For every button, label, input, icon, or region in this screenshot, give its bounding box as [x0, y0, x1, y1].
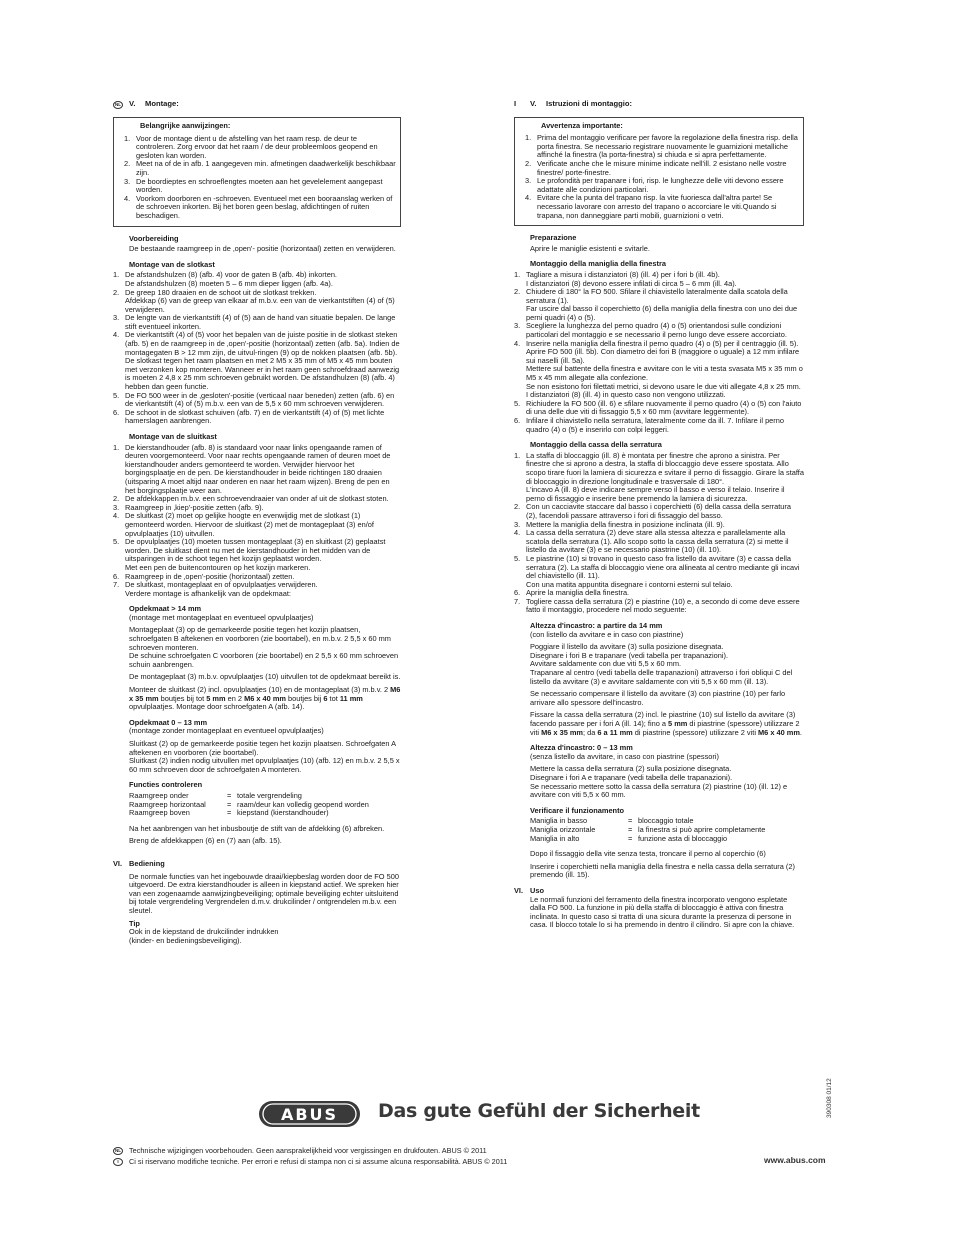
sluitkast-title: Montage van de sluitkast — [129, 432, 217, 441]
opdekmaat-14-subtitle: (montage met montageplaat en eventueel opvulplaatjes) — [129, 612, 314, 622]
lock-case-list — [514, 452, 804, 615]
prep-title: Voorbereiding — [129, 233, 179, 243]
tip-text: Ook in de kiepstand de drukcilinder indrukken (kinder- en bedieningsbeveiliging). — [129, 927, 279, 945]
list-item: 5. De FO 500 weer in de ‚gesloten'-positie (verticaal naar beneden) zetten (afb. 6) en de vierkantstift (4) of (5) m.b.v. een van de 5,5 x 60 mm schroeven verwijderen. — [113, 390, 395, 409]
opdekmaat-0-subtitle: (montage zonder montageplaat en eventueel opvulplaatjes) — [129, 726, 324, 736]
list-item: 3. Mettere la maniglia della finestra in posizione inclinata (ill. 9). — [514, 519, 725, 529]
height-0-paragraph: Mettere la cassa della serratura (2) sulla posizione disegnata. Disegnare i fori A e trapanare (vedi tabella delle trapanazioni). Se necessario mettere sotto la cassa della serratura (2) piastrine (10) (ill. 12) e avvitare con viti 5,5 x 60 mm. — [530, 764, 788, 800]
prep-title: Preparazione — [530, 233, 577, 243]
list-item: 4. Evitare che la punta del trapano risp. la vite fuoriesca dall'altra parte! Se necessario lavorare con arresto del trapano o accorciare le viti.Quando si trapana, non danneggiare parti mobili, guarnizioni o vetri. — [525, 193, 777, 220]
footer-note-text: Technische wijzigingen voorbehouden. Geen aansprakelijkheid voor vergissingen en drukfouten. ABUS © 2011 — [129, 1146, 487, 1155]
footer-note-nl — [113, 1146, 487, 1155]
list-item: 4. La cassa della serratura (2) deve stare alla stessa altezza e parallelamente alla scatola della serratura (1). Allo scopo sotto la cassa della serratura (2) si mette il listello da avvitare (3) e se necessario piastrine (10) (ill. 10). — [514, 528, 789, 555]
list-item: 3. De boordieptes en schroeflengtes moeten aan het gevelelement aangepast worden. — [124, 176, 383, 195]
prep-text: Aprire le maniglie esistenti e svitarle. — [530, 243, 650, 253]
list-item: 6. De schoot in de slotkast schuiven (afb. 7) en de vierkantstift (4) of (5) met lichte hamerslagen aanbrengen. — [113, 407, 385, 426]
list-item: 7. De sluitkast, montageplaat en of opvulplaatjes verwijderen. Verdere montage is afhankelijk van de opdekmaat: — [113, 580, 318, 598]
list-item: 1. Voor de montage dient u de afstelling van het raam resp. de deur te controleren. Zorg ervoor dat het raam / de deur probleemloos geopend en gesloten kan worden. — [124, 133, 378, 160]
montage-title: Montage: — [145, 99, 179, 109]
opdekmaat-14-paragraph: Montageplaat (3) op de gemarkeerde positie tegen het kozijn plaatsen, schroefgaten B aftekenen en voorboren (zie boortabel), en m.b.v. 2 5,5 x 60 mm schroeven monteren. De schuine schroefgaten C voorboren (zie boortabel) en 2 5,5 x 60 mm schroeven schuin aanbrengen. — [129, 625, 399, 669]
table-row: Maniglia orizzontale = la finestra si può aprire completamente — [530, 824, 766, 834]
functions-paragraph: Dopo il fissaggio della vite senza testa, troncare il perno al coperchio (6) — [530, 849, 766, 859]
it-language-mark: I — [514, 99, 517, 108]
tip-title: Tip — [129, 918, 140, 928]
notice-title: Avvertenza importante: — [541, 120, 623, 130]
sluitkast-list — [113, 444, 401, 599]
height-0-title: Altezza d'incastro: 0 – 13 mm — [530, 743, 633, 753]
prep-text: De bestaande raamgreep in de ‚open'- positie (horizontaal) zetten en verwijderen. — [129, 244, 396, 254]
opdekmaat-0-title: Opdekmaat 0 – 13 mm — [129, 717, 208, 727]
list-item: 2. Con un cacciavite staccare dal basso i coperchietti (6) della cassa della serratura (2), facendoli passare attraverso i fori di fissaggio del basso. — [514, 502, 791, 520]
list-item: 1. Tagliare a misura i distanziatori (8) (ill. 4) per i fori b (ill. 4b). I distanziatori (8) devono essere infilati di circa 5 – 6 mm (ill. 4a). — [514, 269, 737, 288]
list-item: 1. De kierstandhouder (afb. 8) is standaard voor naar links opengaande ramen of deuren voorgemonteerd. Voor naar rechts opengaande ramen of deuren moet de kierstandhouder anders gemonteerd te worden. Verwijder hiervoor het borgingsplaatje en de pen. De kierstandhouder in beide richtingen 180 draaien (uitsparing A moet altijd naar onderen en naar het raam wijzen). Breng de pen en het borgingsplaatje weer aan. — [113, 442, 391, 495]
list-item: 4. De vierkantstift (4) of (5) voor het bepalen van de juiste positie in de slotkast steken (afb. 5) en de raamgreep in de ‚open'-positie (horizontaal) zetten (afb. 5a). Indien de montagegaten B > 12 mm zijn, de uitvul-ringen (9) op de nokken plaatsen (afb. 5b). De slotkast tegen het raam plaatsen en met 2 M5 x 35 mm of M5 x 45 mm bouten met verzonken kop monteren. Wanneer er in het raam geen schroefdraad aanwezig is moeten 2 4,8 x 25 mm schroeven gebruikt worden. De afstandhulzen (8) (afb. 4) hebben dan geen functie. — [113, 330, 400, 392]
list-item: 5. De opvulplaatjes (10) moeten tussen montageplaat (3) en sluitkast (2) geplaatst worden. De sluitkast dient nu met de kierstandhouder in het midden van de uitsparingen in de schoot tegen het kozijn geplaatst worden. Met een pen de buitencontouren op het kozijn markeren. — [113, 537, 386, 572]
list-item: 3. Scegliere la lunghezza del perno quadro (4) o (5) orientandosi sulle condizioni particolari del montaggio e se necessario il perno lungo deve essere accorciato. — [514, 321, 787, 340]
opdekmaat-14-paragraph: Monteer de sluitkast (2) incl. opvulplaatjes (10) en de montageplaat (3) m.b.v. 2 M6 x 35 mm boutjes bij tot 5 mm en 2 M6 x 40 mm boutjes bij 6 tot 11 mm opvulplaatjes. Montage door schroefgaten A (afb. 14). — [129, 685, 401, 712]
height-14-paragraph: Fissare la cassa della serratura (2) incl. le piastrine (10) sul listello da avvitare (3) facendo passare per i fori A (ill. 14); fino a 5 mm di piastrine (spessore) utilizzare 2 viti M6 x 35 mm; da 6 a 11 mm di piastrine (spessore) utilizzare 2 viti M6 x 40 mm. — [530, 710, 802, 737]
nl-language-badge: NL — [115, 1147, 121, 1153]
list-item: 7. Togliere cassa della serratura (2) e piastrine (10) e, a secondo di come deve essere fatto il montaggio, procedere nel modo seguente: — [514, 596, 800, 615]
uso-section: VI. Uso Le normali funzioni del ferramento della finestra incorporato vengono espletate dalla FO 500. La funzione in più della staffa di bloccaggio è attiva con finestra inclinata. In questo caso si tratta di una sicura durante la presenza di persone in casa. Il blocco totale lo si ha premendo in dentro il cilindro. Si apre con la chiave. — [514, 887, 804, 930]
notice-list — [525, 134, 799, 220]
slotkast-title: Montage van de slotkast — [129, 259, 215, 269]
table-row: Raamgreep onder = totale vergrendeling — [129, 790, 302, 800]
handle-list — [514, 271, 804, 434]
lock-case-title: Montaggio della cassa della serratura — [530, 440, 662, 450]
dutch-column — [113, 100, 401, 945]
list-item: 5. Richiudere la FO 500 (ill. 6) e sfilare nuovamente il perno quadro (4) o (5) con l'aiuto di una delle due viti di fissaggio 5,5 x 60 mm (avvitare leggermente). — [514, 398, 802, 417]
list-item: 5. Le piastrine (10) si trovano in questo caso fra listello da avvitare (3) e cassa della serratura (2). La staffa di bloccaggio viene ora allineata al centro mediante gli incavi del chiavistello (ill. 11). Con una matita appuntita disegnare i contorni esterni sul telaio. — [514, 553, 800, 589]
montage-heading: I V. Istruzioni di montaggio: — [514, 99, 633, 108]
list-item: 4. De sluitkast (2) moet op gelijke hoogte en evenwijdig met de slotkast (1) gemonteerd worden. Hiervoor de sluitkast (2) met de montageplaat (3) en/of opvulplaatjes (10) uitvullen. — [113, 511, 374, 538]
important-notice-box — [514, 117, 804, 227]
list-item: 1. De afstandshulzen (8) (afb. 4) voor de gaten B (afb. 4b) inkorten. De afstandshulzen (8) moeten 5 – 6 mm dieper liggen (afb. 4a). — [113, 270, 337, 288]
footer-note-text: Ci si riservano modifiche tecniche. Per errori e refusi di stampa non ci si assume alcuna responsabilità. ABUS © 2011 — [129, 1157, 508, 1166]
list-item: 3. Le profondità per trapanare i fori, risp. le lunghezze delle viti devono essere adattate alle condizioni particolari. — [525, 176, 784, 194]
table-row: Maniglia in basso = bloccaggio totale — [530, 816, 694, 826]
height-14-paragraph: Se necessario compensare il listello da avvitare (3) con piastrine (10) per farlo arrivare allo spessore dell'incastro. — [530, 689, 786, 707]
list-item: 1. Prima del montaggio verificare per favore la regolazione della finestra risp. della porta finestra. Se necessario registrare nuovamente le guarnizioni metalliche affinché la finestra (la porta-finestra) si chiuda e si apra perfettamente. — [525, 133, 798, 160]
list-item: 4. Voorkom doorboren en -schroeven. Eventueel met een booraanslag werken of de schroeven inkorten. Bij het boren geen beslag, afdichtingen of ruiten beschadigen. — [124, 193, 393, 220]
slogan: Das gute Gefühl der Sicherheit — [378, 1100, 700, 1122]
bediening-title: Bediening — [129, 858, 165, 868]
uso-title: Uso — [530, 885, 544, 895]
list-item: 3. Raamgreep in ‚kiep'-positie zetten (afb. 9). — [113, 502, 264, 512]
abus-logo — [258, 1100, 361, 1128]
footer-note-it — [113, 1157, 507, 1166]
table-row: Raamgreep horizontaal = raam/deur kan volledig geopend worden — [129, 799, 369, 809]
bediening-text: De normale functies van het ingebouwde draai/kiepbeslag worden door de FO 500 uitgevoerd. De extra kierstandhouder is alleen in kiepstand actief. We spreken hier van een zogenaamde aanwijzingbeveiliging; optimale beveiliging echter uitsluitend bij totale vergrendeling Vergrendelen d.m.v. drukcilinder / ontgrendelen m.b.v. een sleutel. — [129, 871, 399, 915]
notice-list — [124, 135, 396, 221]
list-item: 6. Aprire la maniglia della finestra. — [514, 588, 630, 598]
height-14-paragraph: Poggiare il listello da avvitare (3) sulla posizione disegnata. Disegnare i fori B e trapanare (vedi tabella per trapanazioni). Avvitare saldamente con due viti 5,5 x 60 mm. Trapanare al centro (vedi tabella delle trapanazioni) attraverso i fori obliqui C del listello da avvitare (3) e avvitare saldamente con viti 5,5 x 60 mm (ill. 13). — [530, 642, 793, 686]
handle-title: Montaggio della maniglia della finestra — [530, 259, 666, 269]
website-link[interactable]: www.abus.com — [764, 1155, 826, 1165]
functions-paragraph: Inserire i coperchietti nella maniglia della finestra e nella cassa della serratura (2) premendo (ill. 15). — [530, 861, 795, 880]
functions-paragraph: Breng de afdekkappen (6) en (7) aan (afb. 15). — [129, 836, 282, 846]
logo-text: ABUS — [280, 1105, 339, 1124]
it-language-badge: I — [113, 1158, 123, 1166]
document-code: 390308 01/12 — [826, 1078, 833, 1118]
montage-heading: NL V. Montage: — [115, 99, 179, 109]
notice-title: Belangrijke aanwijzingen: — [140, 121, 231, 130]
height-14-title: Altezza d'incastro: a partire da 14 mm — [530, 621, 663, 631]
bediening-section: VI. Bediening De normale functies van het ingebouwde draai/kiepbeslag worden door de FO 500 uitgevoerd. De extra kierstandhouder is alleen in kiepstand actief. We spreken hier van een zogenaamde aanwijzingbeveiliging; optimale beveiliging echter uitsluitend bij totale vergrendeling Vergrendelen d.m.v. drukcilinder / ontgrendelen m.b.v. een sleutel. Tip Ook in de kiepstand de drukcilinder indrukken (kinder- en bedieningsbeveiliging). — [113, 860, 401, 945]
opdekmaat-0-paragraph: Sluitkast (2) op de gemarkeerde positie tegen het kozijn plaatsen. Schroefgaten A aftekenen en voorboren (zie boortabel). Sluitkast (2) indien nodig uitvullen met opvulplaatjes (10) (afb. 12) en m.b.v. 2 5,5 x 60 mm schroeven door de schroefgaten A monteren. — [129, 739, 400, 774]
list-item: 2. De greep 180 draaien en de schoot uit de slotkast trekken. Afdekkap (6) van de greep van elkaar af m.b.v. een van de vierkantstiften (4) of (5) verwijderen. — [113, 287, 395, 314]
list-item: 4. Inserire nella maniglia della finestra il perno quadro (4) o (5) per il centraggio (ill. 5). Aprire FO 500 (ill. 5b). Con diametro dei fori B (maggiore o uguale) a 12 mm infilare sui naselli (ill. 5a). Mettere sul battente della finestra e avvitare con le viti a testa svasata M5 x 35 mm o M5 x 45 mm allegate alla confezione. Se non esistono fori filettati metrici, si devono usare le due viti allegate 4,8 x 25 mm. I distanziatori (8) (ill. 4) in questo caso non vengono utilizzati. — [514, 338, 803, 400]
list-item: 1. La staffa di bloccaggio (ill. 8) è montata per finestre che aprono a sinistra. Per finestre che si aprono a destra, la staffa di bloccaggio deve essere spostata. Allo scopo tirare fuori la lamiera di sicurezza e svitare il perno di fissaggio. Girare la staffa di bloccaggio in direzione longitudinale e trasversale di 180°. L'incavo A (ill. 8) deve indicare sempre verso il basso e verso il telaio. Inserire il perno di fissaggio e inserire bene premendo la lamiera di sicurezza. — [514, 450, 804, 503]
opdekmaat-14-paragraph: De montageplaat (3) m.b.v. opvulplaatjes (10) uitvullen tot de opdekmaat bereikt is. — [129, 672, 401, 682]
list-item: 6. Raamgreep in de ‚open'-positie (horizontaal) zetten. — [113, 571, 295, 581]
list-item: 2. Meet na of de in afb. 1 aangegeven min. afmetingen daadwerkelijk beschikbaar zijn. — [124, 159, 396, 177]
list-item: 2. Chiudere di 180° la FO 500. Sfilare il chiavistello lateralmente dalla scatola della serratura (1). Far uscire dal basso il coperchietto (6) della maniglia della finestra con uno dei due perni quadri (4) o (5). — [514, 287, 798, 322]
table-row: Maniglia in alto = funzione asta di bloccaggio — [530, 833, 728, 843]
nl-language-badge: NL — [115, 102, 121, 107]
uso-text: Le normali funzioni del ferramento della finestra incorporato vengono espletate dalla FO 500. La funzione in più della staffa di bloccaggio è attiva con finestra inclinata. In questo caso si tratta di una sicura durante la presenza di persone in casa. Il blocco totale lo si ha premendo in dentro il cilindro. Si apre con la chiave. — [530, 894, 795, 930]
functions-title: Verificare il funzionamento — [530, 805, 625, 815]
list-item: 2. Verificate anche che le misure minime indicate nell'ill. 2 esistano nelle vostre finestre/ porte-finestre. — [525, 158, 787, 177]
functions-paragraph: Na het aanbrengen van het inbusboutje de stift van de afdekking (6) afbreken. — [129, 823, 385, 833]
montage-title: Istruzioni di montaggio: — [546, 99, 633, 108]
italian-column — [514, 100, 804, 930]
list-item: 6. Infilare il chiavistello nella serratura, lateralmente come da ill. 7. Infilare il perno quadro (4) o (5) e inserirlo con colpi leggeri. — [514, 416, 784, 434]
functions-table — [129, 792, 401, 818]
height-14-subtitle: (con listello da avvitare e in caso con piastrine) — [530, 629, 684, 639]
functions-table — [530, 817, 804, 843]
table-row: Raamgreep boven = kiepstand (kierstandhouder) — [129, 808, 329, 818]
slotkast-list — [113, 271, 401, 426]
list-item: 3. De lengte van de vierkantstift (4) of (5) aan de hand van situatie bepalen. De lange stift eventueel inkorten. — [113, 313, 396, 331]
important-notice-box — [113, 117, 401, 227]
opdekmaat-14-title: Opdekmaat > 14 mm — [129, 604, 202, 614]
functions-title: Functies controleren — [129, 780, 203, 790]
list-item: 2. De afdekkappen m.b.v. een schroevendraaier van onder af uit de slotkast stoten. — [113, 494, 389, 504]
height-0-subtitle: (senza listello da avvitare, in caso con piastrine (spessori) — [530, 751, 719, 761]
